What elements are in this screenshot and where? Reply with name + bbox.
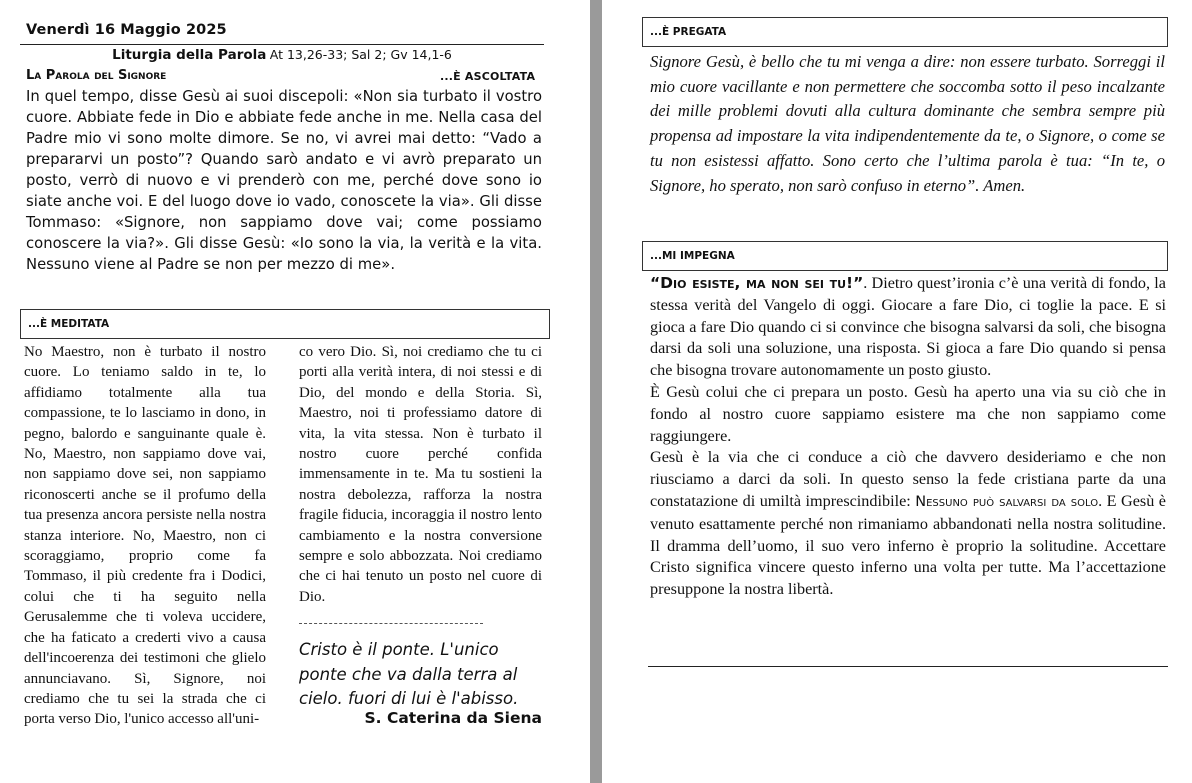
impegna-paragraph-3: Gesù è la via che ci conduce a ciò che davvero desideriamo e che non riusciamo a darci da soli. In questo senso la fede cristiana parte da una constatazione di umiltà imprescindibile: Nessuno può salvarsi da solo. E Gesù è venuto esattamente perché non rimaniamo abbandonati nella nostra solitudine. Il dramma dell’uomo, il suo vero inferno è proprio la solitudine. Accettare Cristo significa vincere questo inferno una volta per tutte. Ma l’accettazione presuppone la nostra libertà.: [650, 448, 1166, 599]
date-heading: Venerdì 16 Maggio 2025: [26, 22, 227, 38]
impegna-paragraph-1: “Dio esiste, ma non sei tu!”. Dietro quest’ironia c’è una verità di fondo, la stessa verità del Vangelo di oggi. Giocare a fare Dio, ci toglie la pace. E si gioca a fare Dio quando ci si convince che bisogna salvarsi da soli, che bisogna darsi da soli una soluzione, una risposta. Si gioca a fare Dio quando si pensa che bisogna trovare autonomamente un posto giusto.: [650, 274, 1166, 380]
meditata-label: ...È MEDITATA: [28, 318, 110, 330]
left-page: [0, 0, 590, 783]
impegna-paragraph-2: È Gesù colui che ci prepara un posto. Gesù ha aperto una via su ciò che in fondo al nostro cuore sappiamo esistere ma che non sappiamo come raggiungere.: [650, 382, 1166, 445]
page-gutter: [590, 0, 602, 783]
impegna-header-box: [642, 241, 1168, 271]
pregata-header-box: [642, 17, 1168, 47]
quote-author: S. Caterina da Siena: [364, 709, 542, 727]
impegna-lead: “Dio esiste, ma non sei tu!”: [650, 274, 864, 292]
parola-label: La Parola del Signore: [26, 68, 167, 83]
pregata-label: ...È PREGATA: [650, 26, 727, 38]
meditata-header-box: [20, 309, 550, 339]
prayer-text: Signore Gesù, è bello che tu mi venga a dire: non essere turbato. Sorreggi il mio cuore vacillante e non permettere che soccomba sotto il peso incalzante dei mille problemi dovuti alla cultura dominante che sembra sempre più propensa ad impostare la vita indipendentemente da te, o Signore, o come se tu non esistessi affatto. Sono certo che l’ultima parola è tua: “In te, o Signore, ho sperato, non sarò confuso in eterno”. Amen.: [650, 52, 1165, 195]
quote-text: Cristo è il ponte. L'unico ponte che va dalla terra al cielo. fuori di lui è l'abisso.: [299, 640, 519, 708]
liturgy-references: At 13,26-33; Sal 2; Gv 14,1-6: [269, 47, 452, 62]
impegna-text: [650, 273, 1166, 601]
gospel-text: In quel tempo, disse Gesù ai suoi discepoli: «Non sia turbato il vostro cuore. Abbiate fede in Dio e abbiate fede anche in me. Nella casa del Padre mio vi sono molte dimore. Se no, vi avrei mai detto: “Vado a prepararvi un posto”? Quando sarò andato e vi avrò preparato un posto, verrò di nuovo e vi prenderò con me, perché dove sono io siate anche voi. E del luogo dove io vado, conoscete la via». Gli disse Tommaso: «Signore, non sappiamo dove vai; come possiamo conoscere la via?». Gli disse Gesù: «Io sono la via, la verità e la vita. Nessuno viene al Padre se non per mezzo di me».: [26, 88, 542, 273]
liturgy-title: Liturgia della Parola: [112, 47, 267, 63]
impegna-smallcaps: Nessuno può salvarsi da solo: [915, 493, 1099, 510]
meditation-column-1: No Maestro, non è turbato il nostro cuore. Lo teniamo saldo in te, lo affidiamo totalmente alla tua compassione, te lo lasciamo in dono, in pegno, balordo e sanguinante quale è. No, Maestro, non sappiamo dove vai, non sappiamo dove sei, non sappiamo riconoscerti anche se il profumo della tua presenza ancora persiste nella nostra stanza interiore. No, Maestro, non ci scoraggiamo, proprio come fa Tommaso, il più credente fra i Dodici, colui che ti ha seguito nella Gerusalemme che ti voleva uccidere, che ha faticato a crederti vivo a causa dell'incoerenza dei testimoni che glielo annunciavano. Sì, Signore, noi crediamo che tu sei la strada che ci porta verso Dio, l'unico accesso all'uni-: [24, 344, 266, 728]
impegna-label: ...MI IMPEGNA: [650, 250, 735, 262]
meditation-column-2: co vero Dio. Sì, noi crediamo che tu ci porti alla verità intera, di noi stessi e di Dio, del mondo e della Storia. Sì, Maestro, noi ti professiamo datore di vita, la vita stessa. Non è turbato il nostro cuore perché confida immensamente in te. Ma tu sostieni la nostra debolezza, rafforza la nostra fragile fiducia, incoraggia il nostro lento cambiamento e la nostra conversione sempre e solo abbozzata. Noi crediamo che ci hai tenuto un posto nel cuore di Dio.: [299, 344, 542, 605]
bottom-divider: [648, 666, 1168, 667]
right-page: [602, 0, 1192, 783]
ascoltata-label: ...È ASCOLTATA: [440, 70, 536, 83]
liturgy-line: [20, 47, 544, 63]
quote-divider: [299, 623, 483, 624]
header-divider: [20, 44, 544, 45]
